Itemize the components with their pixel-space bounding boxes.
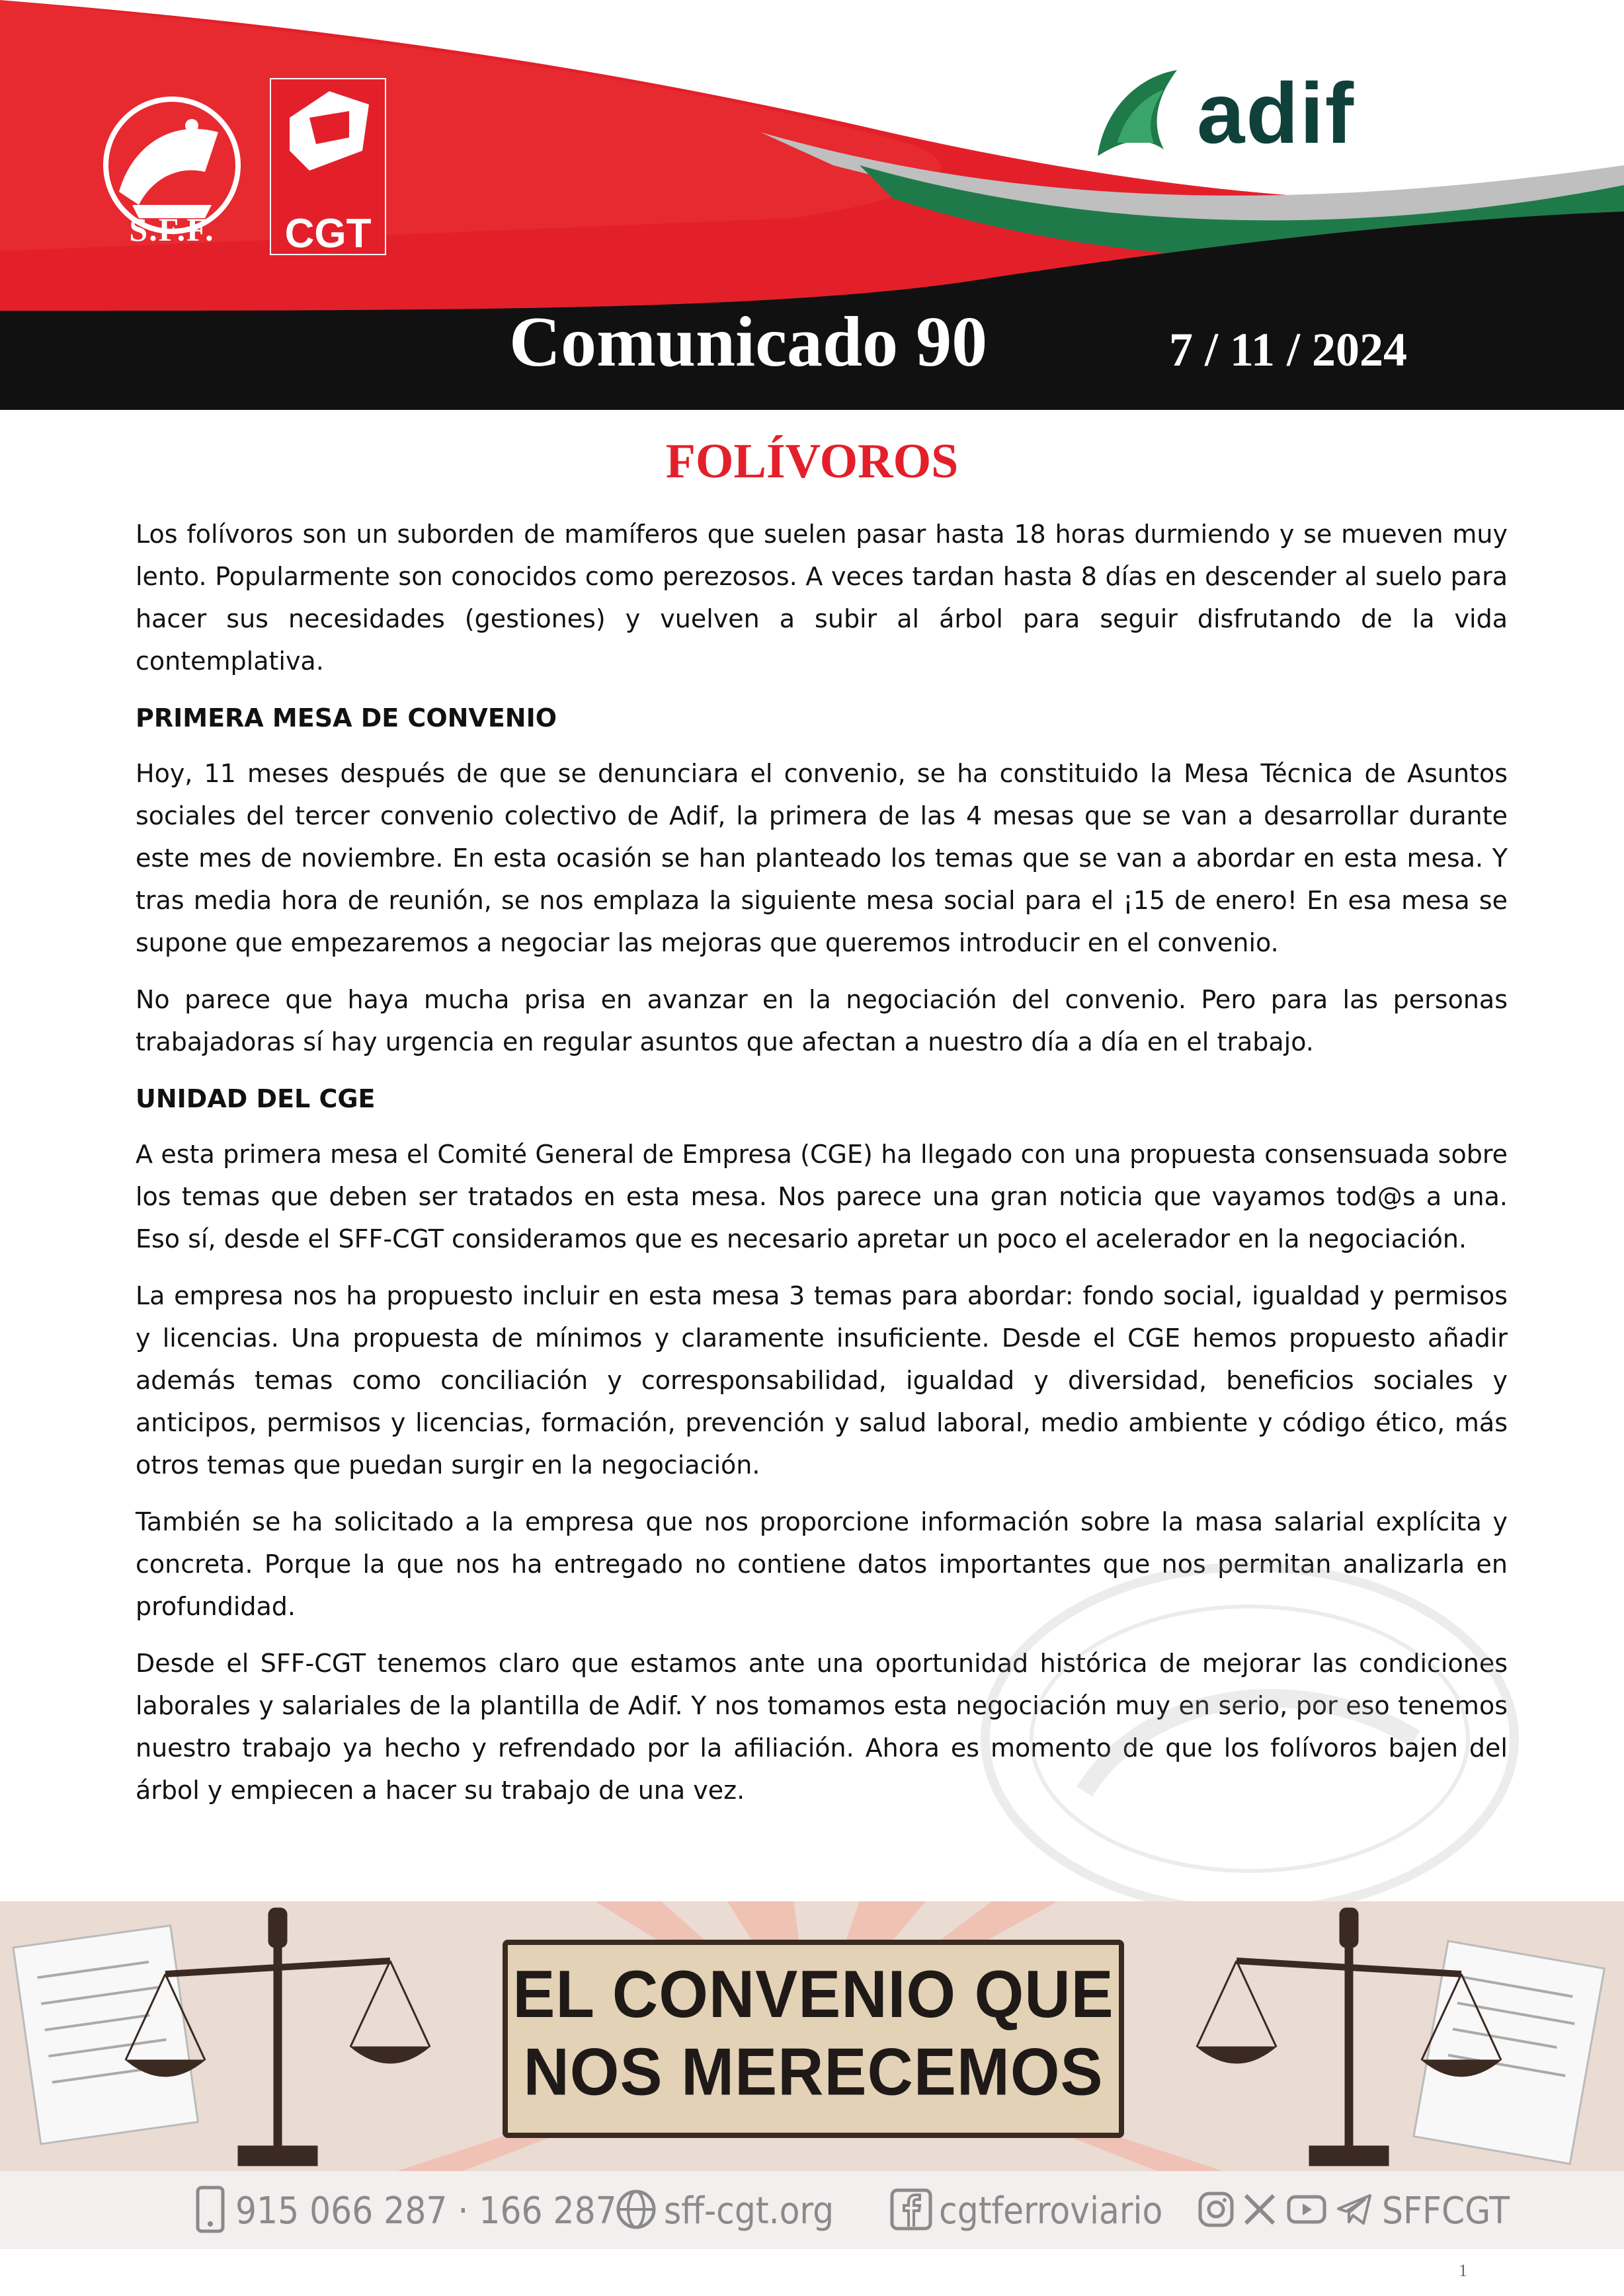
watermark-seal-icon — [939, 1540, 1534, 1911]
adif-logo-icon — [1084, 63, 1184, 163]
page-number: 1 — [1459, 2261, 1467, 2280]
website-link[interactable]: sff-cgt.org — [664, 2190, 834, 2233]
banner-slogan — [503, 1956, 1124, 2111]
paragraph: La empresa nos ha propuesto incluir en esta mesa 3 temas para abordar: fondo social, igualdad y permisos y licencias. Una propuesta de mínimos y claramente insuficiente. Desde el CGE hemos propuesto añadir además temas como conciliación y corresponsabilidad, igualdad y diversidad, beneficios sociales y anticipos, permisos y licencias, formación, prevención y salud laboral, medio ambiente y código ético, más otros temas que puedan surgir en la negociación. — [136, 1281, 1508, 1480]
cgt-label: CGT — [284, 211, 372, 257]
facebook-handle[interactable]: cgtferroviario — [939, 2190, 1163, 2233]
section-heading: PRIMERA MESA DE CONVENIO — [136, 703, 557, 732]
paragraph: No parece que haya mucha prisa en avanzar en la negociación del convenio. Pero para las personas trabajadoras sí hay urgencia en regular asuntos que afectan a nuestro día a día en el trabajo. — [136, 985, 1508, 1056]
banner-line-1: EL CONVENIO QUE — [512, 1957, 1114, 2032]
section-heading: UNIDAD DEL CGE — [136, 1084, 376, 1113]
youtube-icon[interactable] — [1287, 2186, 1326, 2233]
globe-icon — [615, 2186, 657, 2233]
comunicado-number: Comunicado 90 — [509, 303, 988, 381]
contact-footer — [0, 2171, 1624, 2249]
paragraph: A esta primera mesa el Comité General de Empresa (CGE) ha llegado con una propuesta consensuada sobre los temas que deben ser tratados en esta mesa. Nos parece una gran noticia que vayamos tod@s a una. Eso sí, desde el SFF-CGT consideramos que es necesario apretar un poco el acelerador en la negociación. — [136, 1140, 1508, 1253]
comunicado-date: 7 / 11 / 2024 — [1169, 323, 1408, 376]
sff-label: S.F.F. — [129, 211, 215, 248]
campaign-banner — [0, 1901, 1624, 2171]
facebook-icon — [890, 2186, 932, 2233]
paragraph: Desde el SFF-CGT tenemos claro que estamos ante una oportunidad histórica de mejorar las condiciones laborales y salariales de la plantilla de Adif. Y nos tomamos esta negociación muy en serio, por eso tenemos nuestro trabajo ya hecho y refrendado por la afiliación. Ahora es momento de que los folívoros bajen del árbol y empiecen a hacer su trabajo de una vez. — [136, 1649, 1508, 1805]
adif-wordmark: adif — [1197, 65, 1356, 161]
document-title: FOLÍVOROS — [665, 434, 959, 489]
paragraph: También se ha solicitado a la empresa que nos proporcione información sobre la masa salarial explícita y concreta. Porque la que nos ha entregado no contiene datos importantes que nos permitan analizarla en profundidad. — [136, 1507, 1508, 1621]
telegram-icon[interactable] — [1336, 2186, 1373, 2233]
phone-icon — [196, 2186, 225, 2233]
phone-number: 915 066 287 · 166 287 — [235, 2190, 617, 2233]
social-handle[interactable]: SFFCGT — [1382, 2190, 1510, 2233]
paragraph: Los folívoros son un suborden de mamíferos que suelen pasar hasta 18 horas durmiendo y se mueven muy lento. Popularmente son conocidos como perezosos. A veces tardan hasta 8 días en descender al suelo para hacer sus necesidades (gestiones) y vuelven a subir al árbol para seguir disfrutando de la vida contemplativa. — [136, 520, 1508, 676]
x-icon[interactable] — [1242, 2186, 1278, 2233]
instagram-icon[interactable] — [1198, 2186, 1234, 2233]
paragraph: Hoy, 11 meses después de que se denunciara el convenio, se ha constituido la Mesa Técnica de Asuntos sociales del tercer convenio colectivo de Adif, la primera de las 4 mesas que se van a desarrollar durante este mes de noviembre. En esta ocasión se han planteado los temas que se van a abordar en esta mesa. Y tras media hora de reunión, se nos emplaza la siguiente mesa social para el ¡15 de enero! En esa mesa se supone que empezaremos a negociar las mejoras que queremos introducir en el convenio. — [136, 759, 1508, 957]
banner-line-2: NOS MERECEMOS — [523, 2035, 1104, 2110]
